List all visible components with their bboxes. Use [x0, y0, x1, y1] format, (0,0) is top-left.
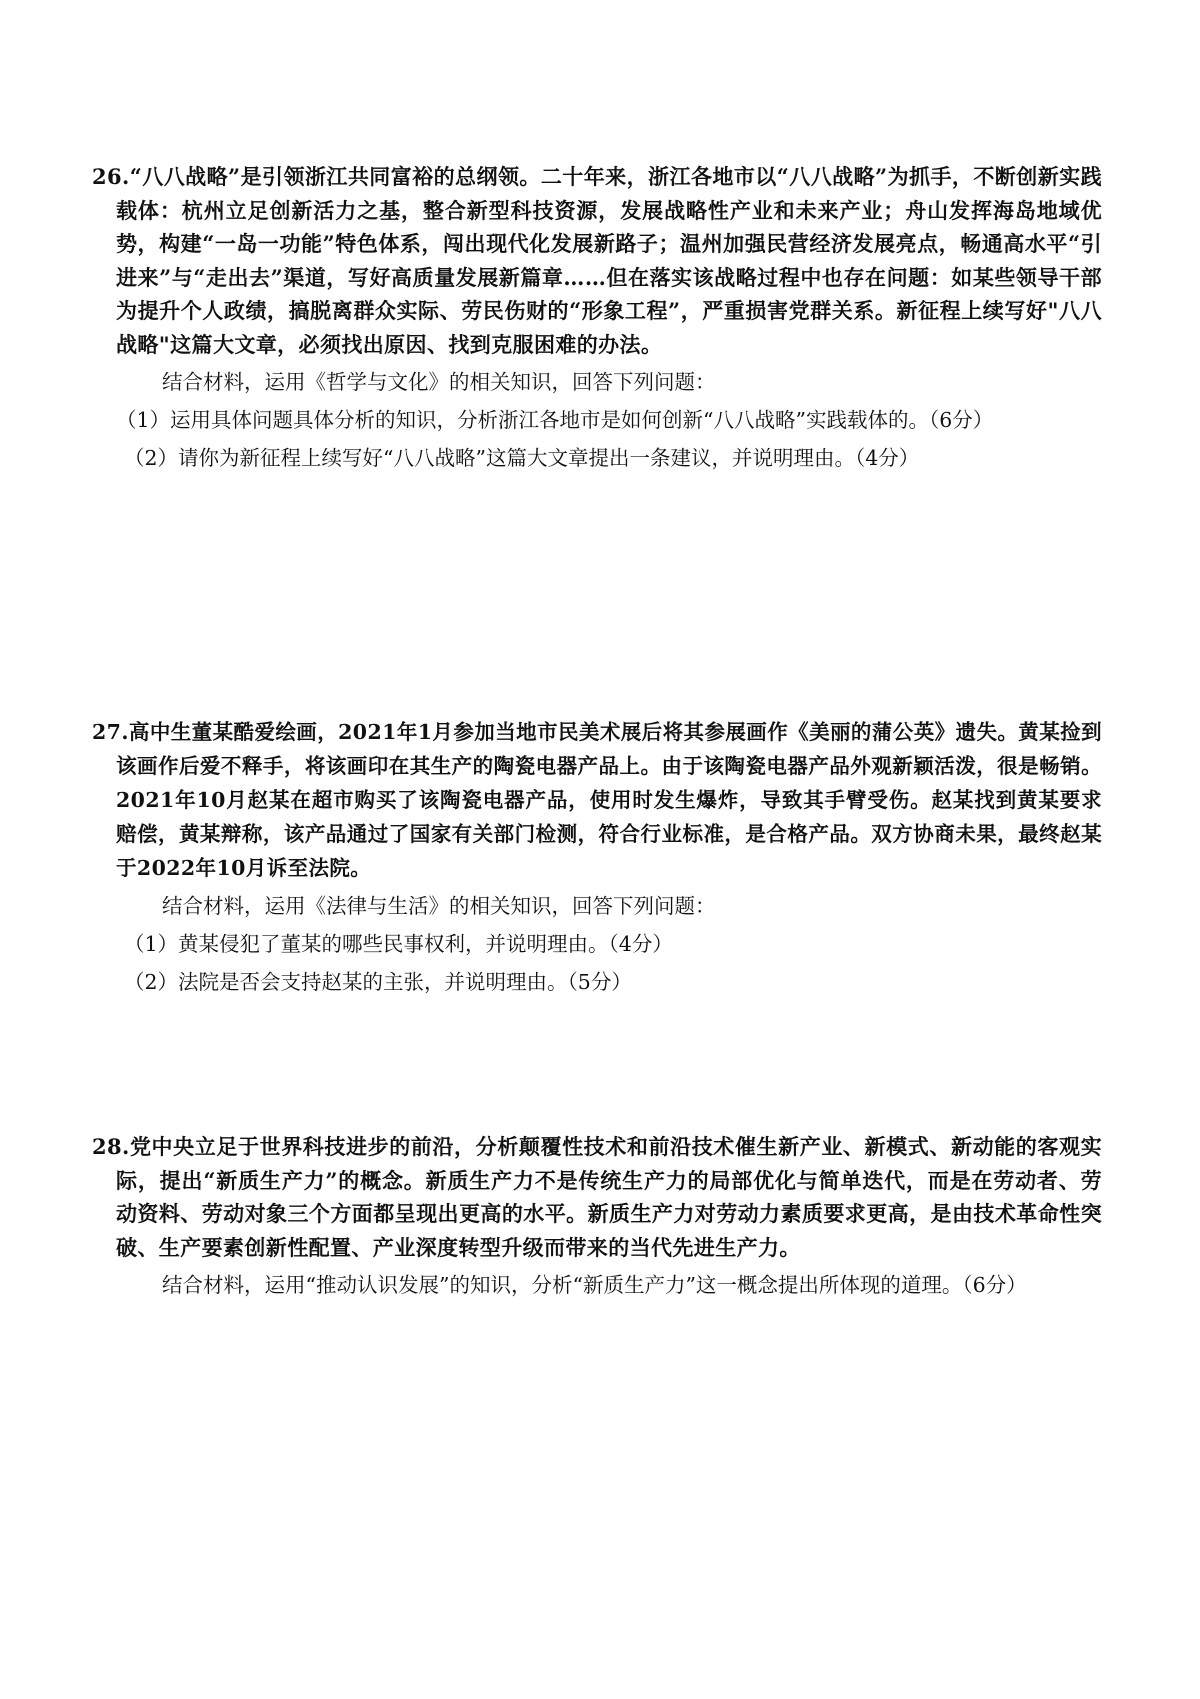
- question-28-number: 28.: [92, 1134, 130, 1159]
- question-26-instruction: 结合材料，运用《哲学与文化》的相关知识，回答下列问题：: [162, 370, 716, 394]
- question-28-instruction: 结合材料，运用“推动认识发展”的知识，分析“新质生产力”这一概念提出所体现的道理。（6分）: [162, 1273, 1027, 1297]
- question-27-text: 高中生董某酷爱绘画，2021年1月参加当地市民美术展后将其参展画作《美丽的蒲公英》遗失。黄某捡到该画作后爱不释手，将该画印在其生产的陶瓷电器产品上。由于该陶瓷电器产品外观新颖活泼，很是畅销。2021年10月赵某在超市购买了该陶瓷电器产品，使用时发生爆炸，导致其手臂受伤。赵某找到黄某要求赔偿，黄某辩称，该产品通过了国家有关部门检测，符合行业标准，是合格产品。双方协商未果，最终赵某于2022年10月诉至法院。: [116, 720, 1102, 880]
- question-27-number: 27.: [92, 720, 129, 744]
- question-26-sub-2: （2）请你为新征程上续写好“八八战略”这篇大文章提出一条建议，并说明理由。（4分）: [124, 446, 920, 470]
- question-27-sub-1: （1）黄某侵犯了董某的哪些民事权利，并说明理由。（4分）: [124, 932, 673, 956]
- question-26-sub-1: （1）运用具体问题具体分析的知识，分析浙江各地市是如何创新“八八战略”实践载体的。（6分）: [116, 408, 994, 432]
- question-28-text: 党中央立足于世界科技进步的前沿，分析颠覆性技术和前沿技术催生新产业、新模式、新动能的客观实际，提出“新质生产力”的概念。新质生产力不是传统生产力的局部优化与简单迭代，而是在劳动者、劳动资料、劳动对象三个方面都呈现出更高的水平。新质生产力对劳动力素质要求更高，是由技术革命性突破、生产要素创新性配置、产业深度转型升级而带来的当代先进生产力。: [116, 1134, 1102, 1260]
- question-26-text: “八八战略”是引领浙江共同富裕的总纲领。二十年来，浙江各地市以“八八战略”为抓手，不断创新实践载体：杭州立足创新活力之基，整合新型科技资源，发展战略性产业和未来产业；舟山发挥海岛地域优势，构建“一岛一功能”特色体系，闯出现代化发展新路子；温州加强民营经济发展亮点，畅通高水平“引进来”与“走出去”渠道，写好高质量发展新篇章……但在落实该战略过程中也存在问题：如某些领导干部为提升个人政绩，搞脱离群众实际、劳民伤财的“形象工程”，严重损害党群关系。新征程上续写好"八八战略"这篇大文章，必须找出原因、找到克服困难的办法。: [116, 164, 1102, 357]
- question-27-sub-2: （2）法院是否会支持赵某的主张，并说明理由。（5分）: [124, 970, 632, 994]
- question-26: [92, 160, 1102, 475]
- question-26-number: 26.: [92, 164, 130, 189]
- question-28: [92, 1130, 1102, 1302]
- question-26-material: [92, 160, 1102, 361]
- question-27: [92, 715, 1102, 999]
- question-27-material: [92, 715, 1102, 885]
- question-28-material: [92, 1130, 1102, 1264]
- question-27-instruction: 结合材料，运用《法律与生活》的相关知识，回答下列问题：: [162, 894, 716, 918]
